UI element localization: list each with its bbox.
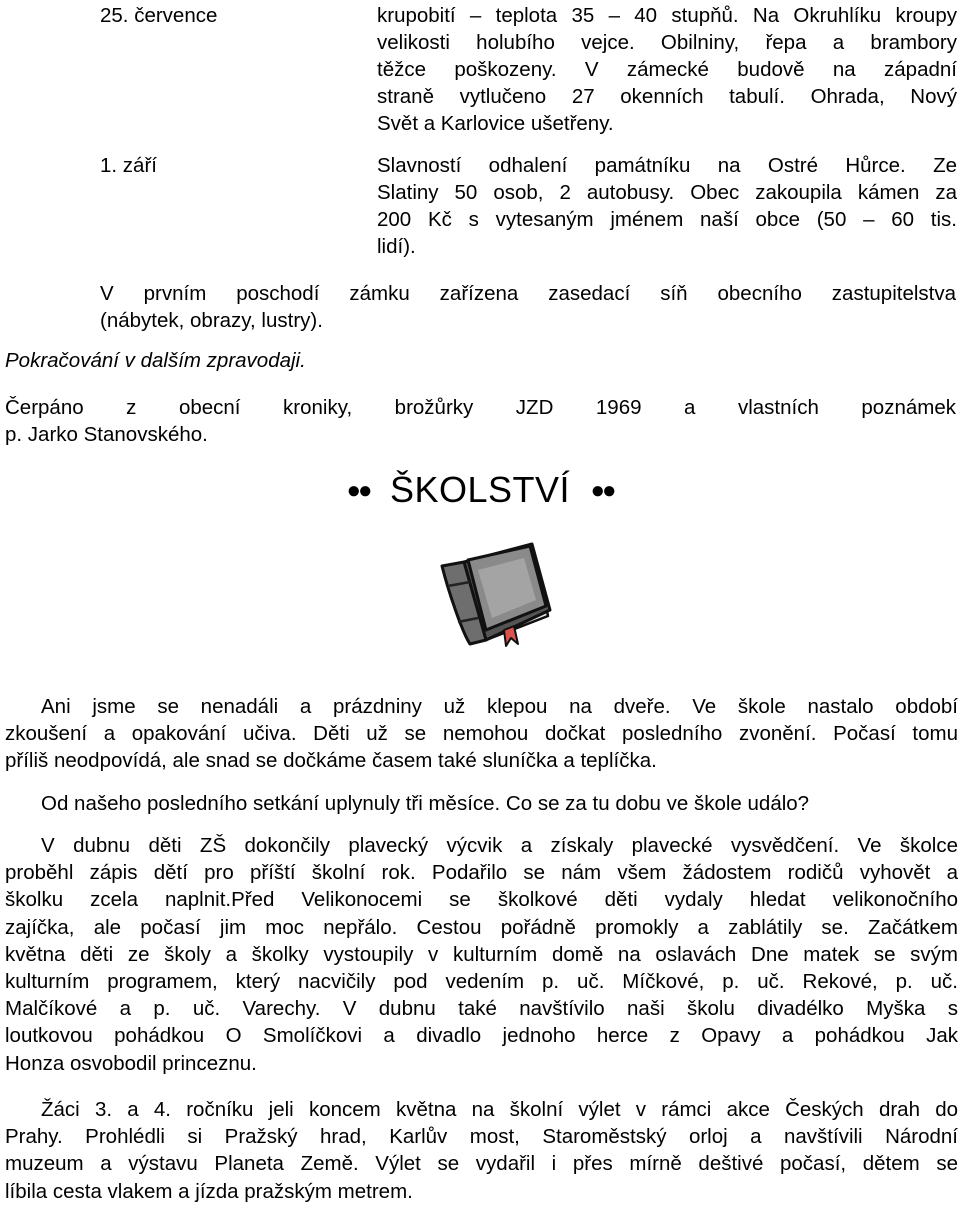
paragraph-line: loutkovou pohádkou O Smolíčkovi a divadlo jednoho herce z Opavy a pohádkou Jak [5,1024,958,1048]
entry-text [377,2,957,137]
entry-line: straně vytlučeno 27 okenních tabulí. Ohrada, Nový [377,85,957,108]
entry-date: 1. září [100,154,157,177]
paragraph-line: líbila cesta vlakem a jízda pražským metrem. [5,1179,413,1203]
entry-date: 25. července [100,4,218,27]
entry-line: těžce poškozeny. V zámecké budově na západní [377,58,957,81]
entry-line: Slatiny 50 osob, 2 autobusy. Obec zakoupila kámen za [377,181,957,204]
school-paragraph-2 [5,790,958,817]
source-note [5,394,956,448]
note-line: (nábytek, obrazy, lustry). [100,309,323,332]
paragraph-line: Prahy. Prohlédli si Pražský hrad, Karlův most, Staroměstský orloj a navštívili Národní [5,1125,958,1149]
paragraph-line: kulturním programem, který nacvičily pod vedením p. uč. Míčkové, p. uč. Rekové, p. uč. [5,970,958,994]
entry-line: velikosti holubího vejce. Obilniny, řepa a brambory [377,31,957,54]
entry-line: krupobití – teplota 35 – 40 stupňů. Na Okruhlíku kroupy [377,4,957,27]
paragraph-line: zkoušení a opakování učiva. Děti už se nemohou dočkat posledního zvonění. Počasí tomu [5,722,958,746]
bullet-decoration: ●● [346,477,370,504]
chronicle-note [100,280,956,334]
paragraph-line: školku zcela naplnit.Před Velikonocemi se školkové děti vydaly hledat velikonočního [5,888,958,912]
entry-line: Slavností odhalení památníku na Ostré Hůrce. Ze [377,154,957,177]
paragraph-line: příliš neodpovídá, ale snad se dočkáme časem také sluníčka a teplíčka. [5,749,657,773]
note-line: V prvním poschodí zámku zařízena zasedací síň obecního zastupitelstva [100,282,956,305]
paragraph-line: Ani jsme se nenadáli a prázdniny už klepou na dveře. Ve škole nastalo období [41,695,958,718]
paragraph-line: V dubnu děti ZŠ dokončily plavecký výcvik a získaly plavecké vysvědčení. Ve školce [41,834,958,857]
bullet-decoration: ●● [590,477,614,504]
book-icon [434,540,554,656]
paragraph-line: Malčíkové a p. uč. Varechy. V dubnu také navštívilo naši školu divadélko Myška s [5,997,958,1021]
school-paragraph-1 [5,693,958,775]
entry-line: lidí). [377,235,416,258]
source-line: p. Jarko Stanovského. [5,423,208,446]
section-title: ŠKOLSTVÍ [389,469,571,510]
paragraph-line: května děti ze školy a školky vystoupily v kulturním domě na oslavách Dne matek se svým [5,942,958,966]
paragraph-line: Honza osvobodil princeznu. [5,1051,257,1075]
school-paragraph-4 [5,1096,958,1205]
entry-text [377,152,957,260]
paragraph-line: proběhl zápis dětí pro příští školní rok. Podařilo se nám všem žádostem rodičů vyhovět a [5,861,958,885]
school-paragraph-3 [5,832,958,1077]
entry-line: 200 Kč s vytesaným jménem naší obce (50 – 60 tis. [377,208,957,231]
paragraph-line: muzeum a výstavu Planeta Země. Výlet se vydařil i přes mírně deštivé počasí, dětem se [5,1152,958,1176]
section-heading [0,470,960,511]
paragraph-line: zajíčka, ale počasí jim moc nepřálo. Cestou pořádně promokly a zablátily se. Začátkem [5,915,958,939]
paragraph-line: Žáci 3. a 4. ročníku jeli koncem května na školní výlet v rámci akce Českých drah do [41,1098,958,1121]
source-line: Čerpáno z obecní kroniky, brožůrky JZD 1969 a vlastních poznámek [5,396,956,419]
continuation-note: Pokračování v dalším zpravodaji. [5,349,306,372]
paragraph-line: Od našeho posledního setkání uplynuly tři měsíce. Co se za tu dobu ve škole událo? [41,792,810,815]
entry-line: Svět a Karlovice ušetřeny. [377,112,614,135]
